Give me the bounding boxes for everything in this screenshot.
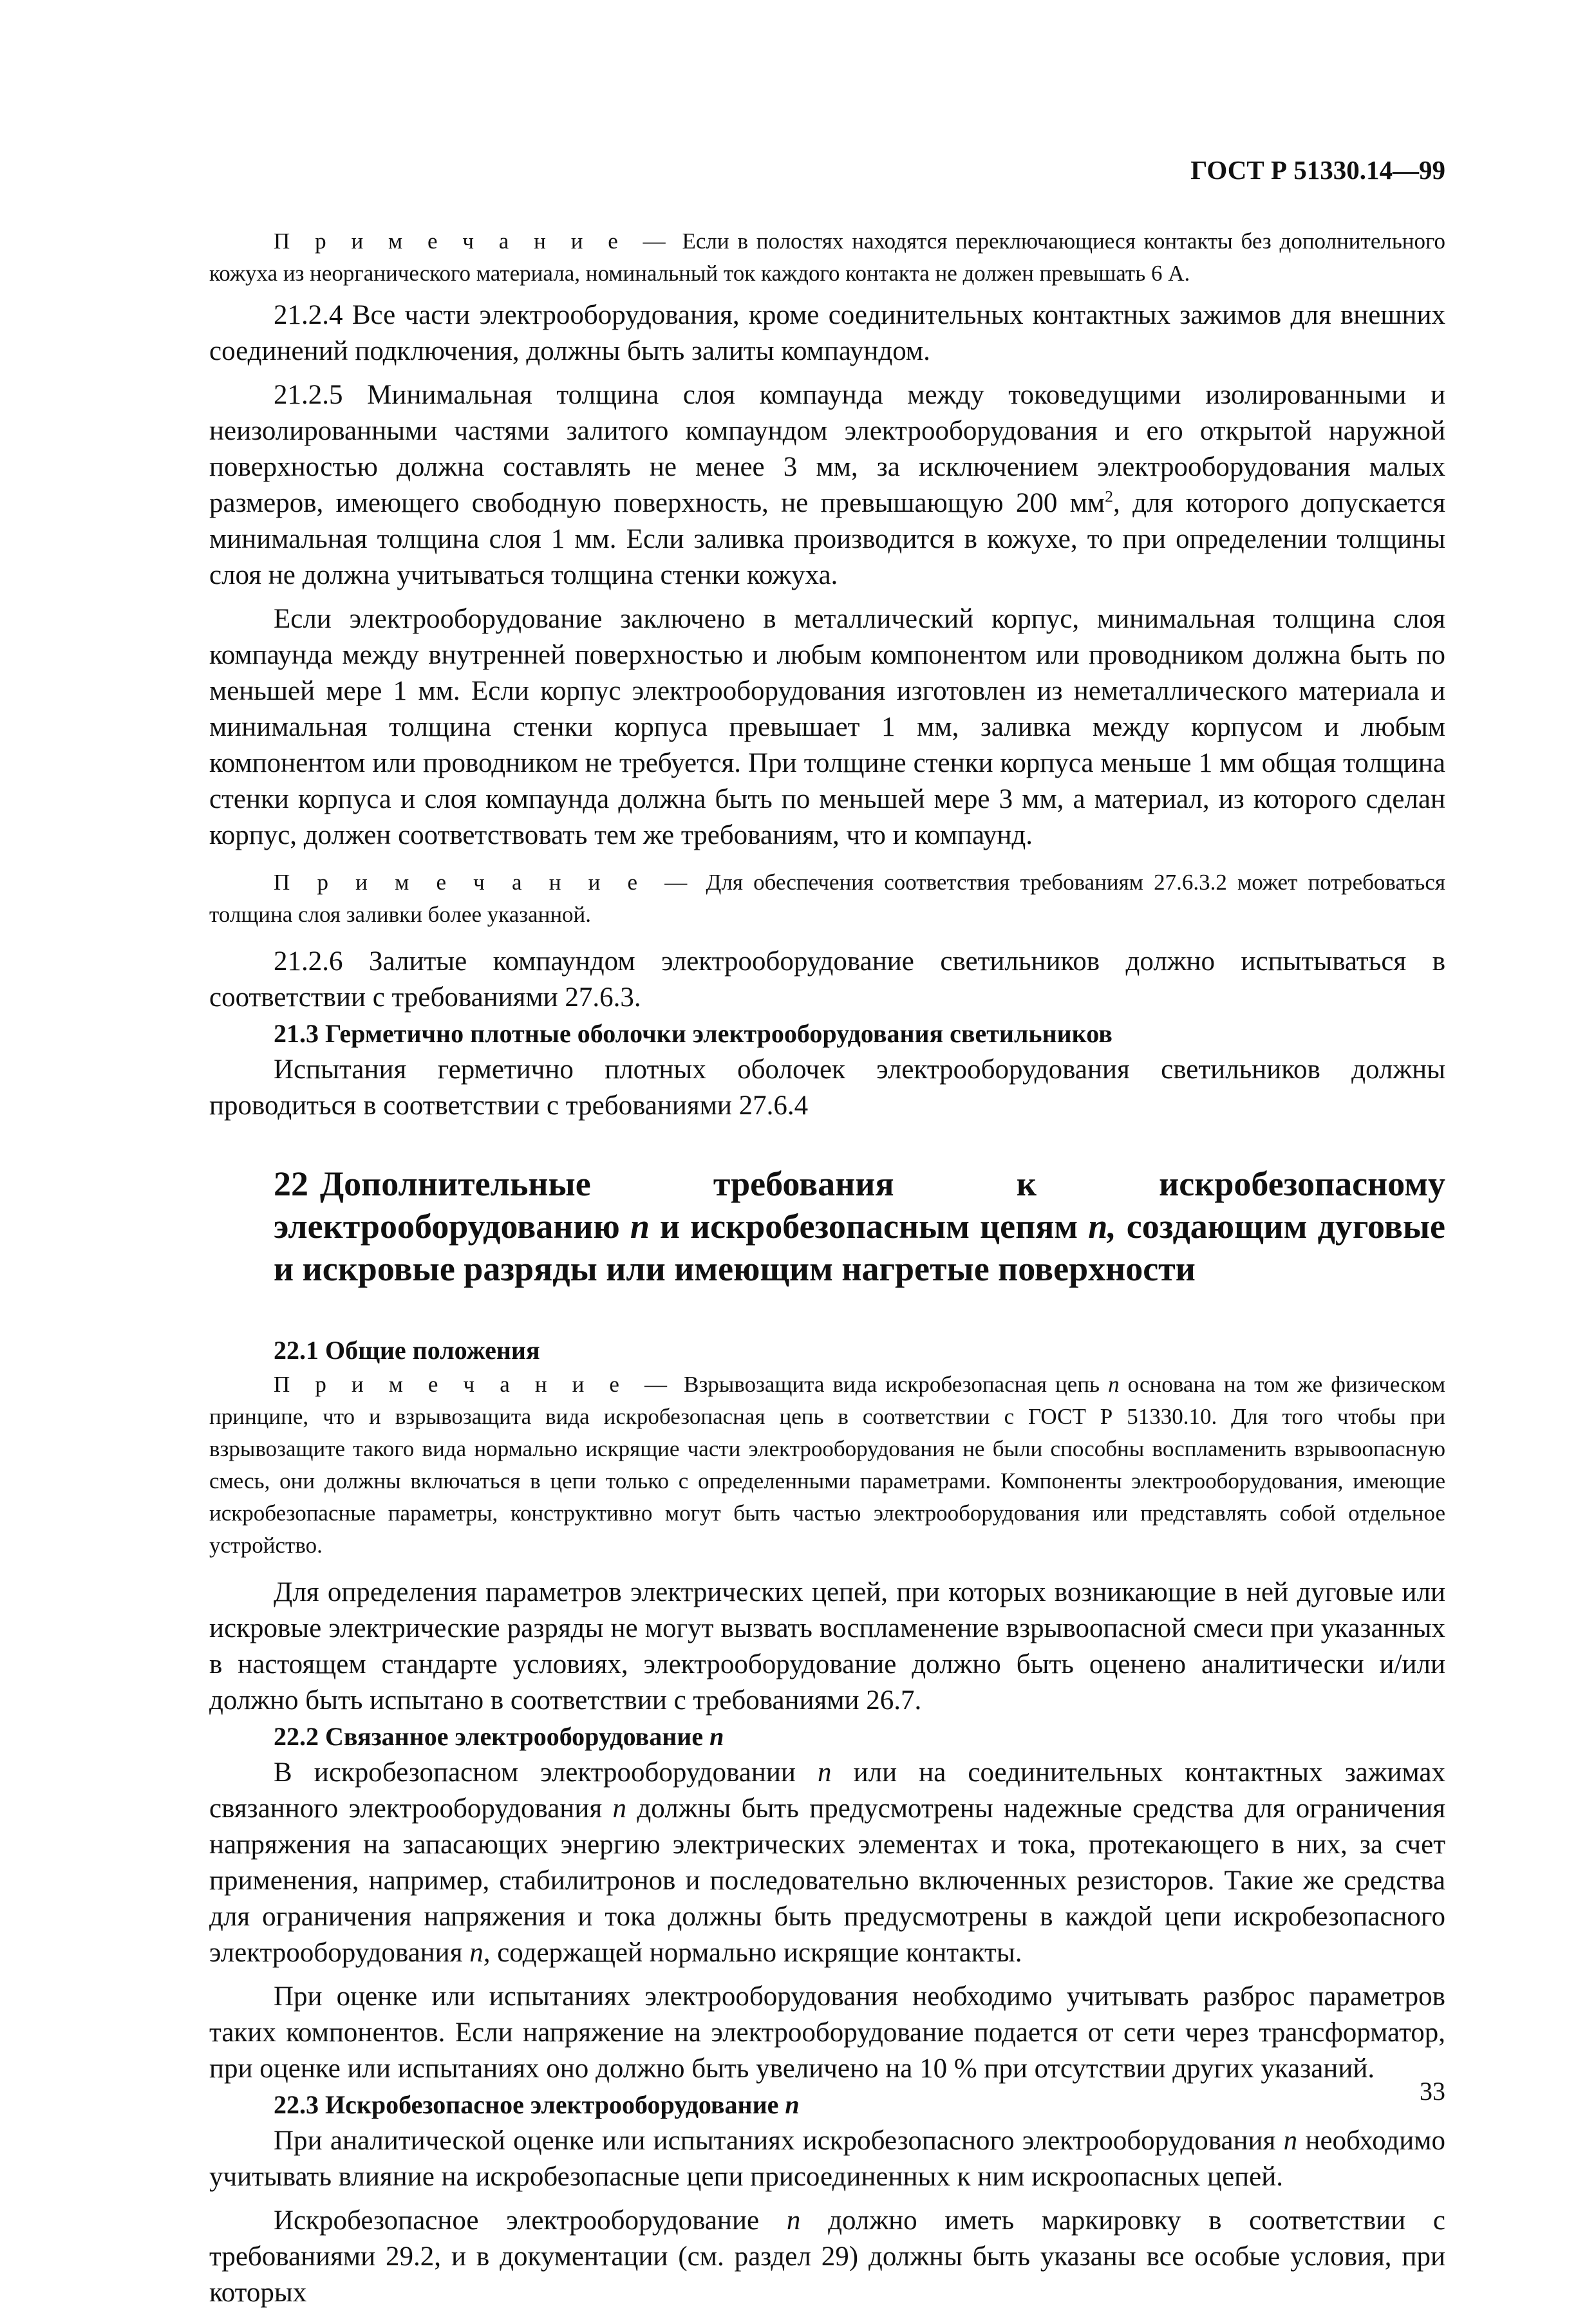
text-span: должны быть предусмотрены надежные средства для ограничения напряжения на запасающих энергию электрических элементах и тока, протекающего в них, за счет применения, например, стабилитронов и последовательно включенных резисторов. Такие же средства для ограничения напряжения и тока должны быть предусмотрены в каждой цепи искробезопасного электрооборудования — [209, 1793, 1445, 1968]
page-number: 33 — [1420, 2077, 1445, 2106]
italic-n: n — [1283, 2126, 1298, 2156]
paragraph-22-1: Для определения параметров электрических цепей, при которых возникающие в ней дуговые или искровые электрические разряды не могут вызвать воспламенение взрывоопасной смеси при указанных в настоящем стандарте условиях, электрооборудование должно быть оценено аналитически и/или должно быть испытано в соответствии с требованиями 26.7. — [209, 1577, 1445, 1716]
note-text: Если в полостях находятся переключающиеся контакты без дополнительного кожуха из неорганического материала, номинальный ток каждого контакта не должен превышать 6 А. — [209, 229, 1445, 286]
subheading-22-2 — [209, 1719, 1445, 1755]
text-span: должно иметь маркировку в соответствии с требованиями 29.2, и в документации (см. раздел 29) должны быть указаны все особые условия, при которых — [209, 2205, 1445, 2308]
note-paragraph — [209, 1369, 1445, 1562]
text-span: Искробезопасное электрооборудование — [274, 2205, 787, 2236]
text-span: 22.2 Связанное электрооборудование — [274, 1722, 710, 1751]
text-span: или на соединительных контактных зажимах связанного электрооборудования — [209, 1757, 1445, 1824]
text-span: , для которого допускается минимальная толщина слоя 1 мм. Если заливка производится в кожухе, то при определении толщины слоя не должна учитываться толщина стенки кожуха. — [209, 488, 1445, 590]
subheading-22-1: 22.1 Общие положения — [274, 1336, 540, 1365]
note-paragraph — [209, 225, 1445, 290]
text-span: содержащей нормально искрящие контакты. — [490, 1938, 1022, 1968]
text-span: При аналитической оценке или испытаниях искробезопасного электрооборудования — [274, 2126, 1284, 2156]
note-label: П р и м е ч а н и е — — [274, 229, 674, 254]
text-span: необходимо учитывать влияние на искробезопасные цепи присоединенных к ним искроопасных цепей. — [209, 2126, 1445, 2192]
note-text: Для обеспечения соответствия требованиям 27.6.3.2 может потребоваться толщина слоя заливки более указанной. — [209, 870, 1445, 927]
subheading-21-3: 21.3 Герметично плотные оболочки электрооборудования светильников — [274, 1019, 1113, 1048]
section-number: 22 — [274, 1165, 308, 1203]
section-heading-22 — [209, 1163, 1445, 1290]
text-span: Дополнительные требования к искробезопасному электрооборудованию — [274, 1165, 1445, 1246]
text-span: и искробезопасным цепям — [649, 1207, 1089, 1246]
italic-n: n — [786, 2205, 801, 2236]
italic-n: n — [709, 1722, 724, 1751]
text-span: основана на том же физическом принципе, что и взрывозащита вида искробезопасная цепь в соответствии с ГОСТ Р 51330.10. Для того чтобы при взрывозащите такого вида нормально искрящие части электрооборудования не были способны воспламенить взрывоопасную смесь, они должны включаться в цепи только с определенными параметрами. Компоненты электрооборудования, имеющие искробезопасные параметры, конструктивно могут быть частью электрооборудования или представлять собой отдельное устройство. — [209, 1372, 1445, 1558]
note-paragraph — [209, 866, 1445, 931]
paragraph-21-3: Испытания герметично плотных оболочек электрооборудования светильников должны проводиться в соответствии с требованиями 27.6.4 — [209, 1054, 1445, 1121]
text-span: В искробезопасном электрооборудовании — [274, 1757, 818, 1788]
paragraph-21-2-4: 21.2.4 Все части электрооборудования, кроме соединительных контактных зажимов для внешних соединений подключения, должны быть залиты компаундом. — [209, 300, 1445, 366]
paragraph-22-3-a — [209, 2123, 1445, 2195]
note-label: П р и м е ч а н и е — — [274, 1372, 676, 1397]
paragraph-22-3-b — [209, 2203, 1445, 2311]
italic-n: n — [1108, 1372, 1120, 1397]
document-header: ГОСТ Р 51330.14—99 — [1190, 155, 1445, 185]
paragraph-21-2-5 — [209, 377, 1445, 594]
italic-n: n — [817, 1757, 832, 1788]
italic-n: n, — [469, 1938, 491, 1968]
note-label: П р и м е ч а н и е — — [274, 870, 696, 895]
italic-n: n — [630, 1207, 650, 1246]
paragraph-21-2-6: 21.2.6 Залитые компаундом электрооборудование светильников должно испытываться в соответствии с требованиями 27.6.3. — [209, 946, 1445, 1013]
text-span: создающим дуговые и искровые разряды или имеющим нагретые поверхности — [274, 1207, 1446, 1288]
text-span: 22.3 Искробезопасное электрооборудование — [274, 2090, 785, 2119]
italic-n: n — [785, 2090, 800, 2119]
document-page — [209, 154, 1445, 2311]
paragraph-22-2-a — [209, 1755, 1445, 1971]
text-span: Взрывозащита вида искробезопасная цепь — [684, 1372, 1109, 1397]
text-span: 21.2.5 Минимальная толщина слоя компаунда между токоведущими изолированными и неизолированными частями залитого компаундом электрооборудования и его открытой наружной поверхностью должна составлять не менее 3 мм, за исключением электрооборудования малых размеров, имеющего свободную поверхность, не превышающую 200 мм — [209, 380, 1445, 518]
italic-n: n, — [1088, 1207, 1116, 1246]
italic-n: n — [612, 1793, 626, 1824]
superscript: 2 — [1105, 487, 1114, 506]
paragraph-22-2-b: При оценке или испытаниях электрооборудования необходимо учитывать разброс параметров таких компонентов. Если напряжение на электрооборудование подается от сети через трансформатор, при оценке или испытаниях оно должно быть увеличено на 10 % при отсутствии других указаний. — [209, 1981, 1445, 2084]
paragraph-metal-case: Если электрооборудование заключено в металлический корпус, минимальная толщина слоя компаунда между внутренней поверхностью и любым компонентом или проводником должна быть по меньшей мере 1 мм. Если корпус электрооборудования изготовлен из неметаллического материала и минимальная толщина стенки корпуса превышает 1 мм, заливка между корпусом и любым компонентом или проводником не требуется. При толщине стенки корпуса меньше 1 мм общая толщина стенки корпуса и слоя компаунда должна быть по меньшей мере 3 мм, а материал, из которого сделан корпус, должен соответствовать тем же требованиям, что и компаунд. — [209, 604, 1445, 850]
subheading-22-3 — [209, 2087, 1445, 2123]
